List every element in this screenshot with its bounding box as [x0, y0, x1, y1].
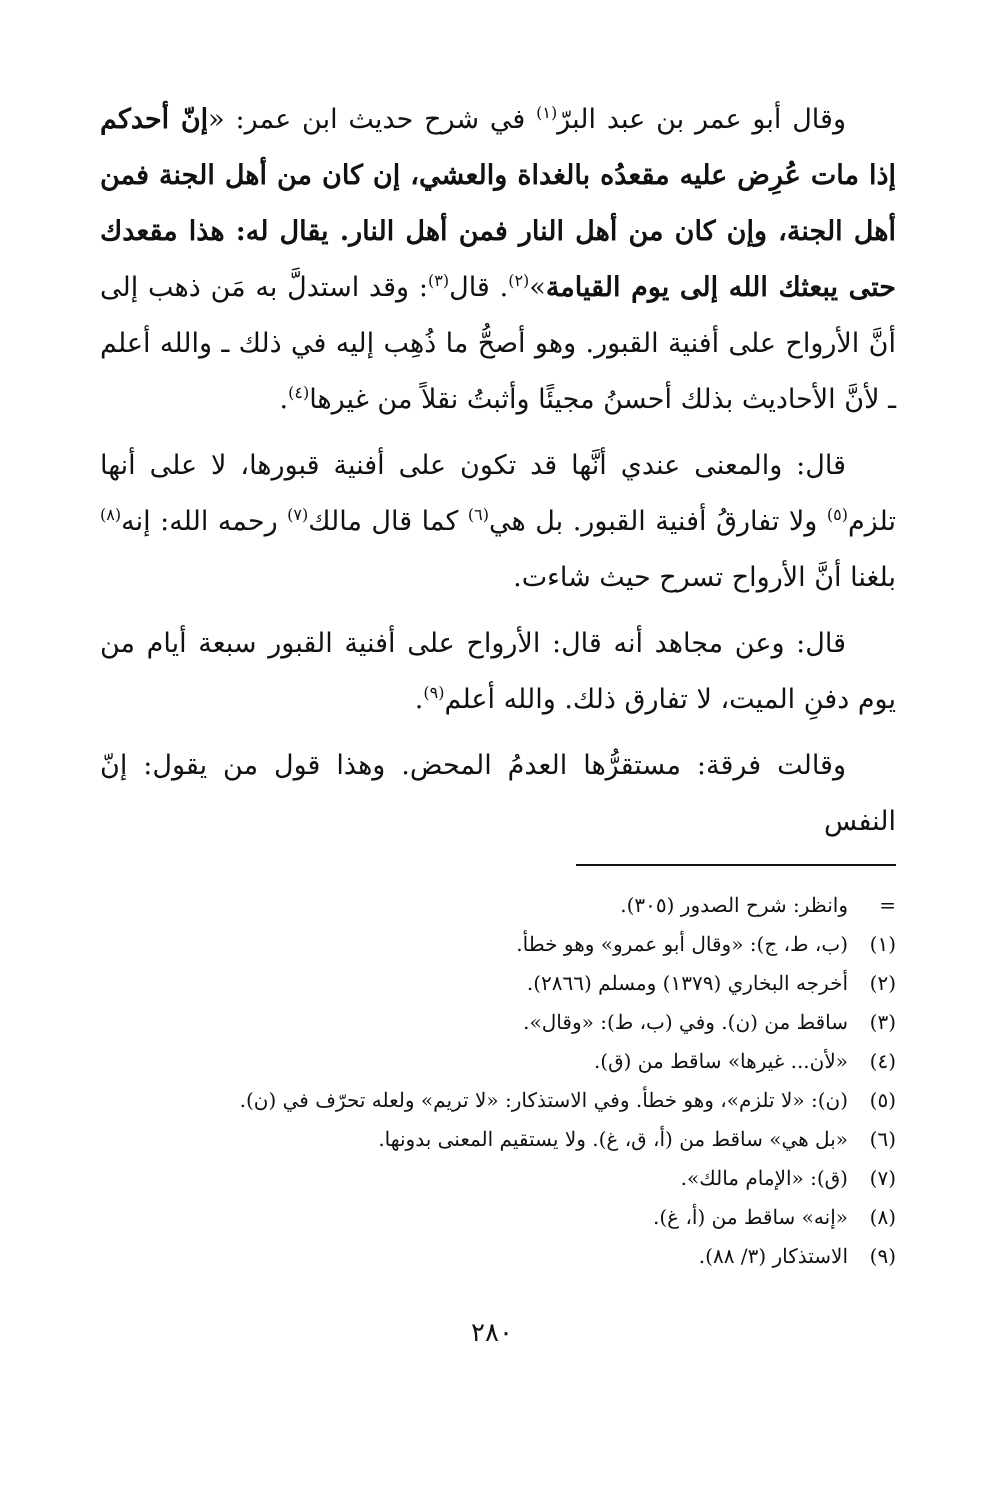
footnote-ref: (٦): [467, 505, 489, 524]
footnote-number: (٦): [869, 1127, 896, 1151]
paragraph-1: [100, 92, 896, 428]
paragraph-text: »: [529, 272, 546, 303]
footnote-ref: (١): [536, 103, 558, 122]
footnote-text: وانظر: شرح الصدور (٣٠٥).: [620, 893, 848, 917]
footnote-item: [100, 1120, 896, 1159]
footnote-item: [100, 1198, 896, 1237]
paragraph-text: ولا تفارقُ أفنية القبور. بل هي: [488, 506, 827, 537]
footnote-ref: (٣): [427, 271, 450, 290]
footnote-item: [100, 886, 896, 925]
footnote-text: (ن): «لا تلزم»، وهو خطأ. وفي الاستذكار: «لا تريم» ولعله تحرّف في (ن).: [239, 1088, 848, 1112]
footnote-item: [100, 1237, 896, 1276]
footnote-ref: (٨): [100, 505, 122, 524]
paragraph-text: .: [279, 384, 289, 415]
footnote-number: (١): [869, 932, 896, 956]
paragraph-text: كما قال مالك: [308, 506, 468, 537]
paragraph-text: وقال أبو عمر بن عبد البرّ: [557, 104, 846, 135]
footnote-ref: (٩): [423, 683, 445, 702]
paragraph-text: .: [414, 684, 424, 715]
paragraph-text: قال: وعن مجاهد أنه قال: الأرواح على أفنية القبور سبعة أيام من يوم دفنِ الميت، لا تفارق ذلك. والله أعلم: [100, 628, 896, 715]
paragraph-text: قال: والمعنى عندي أنَّها قد تكون على أفنية قبورها، لا على أنها تلزم: [100, 450, 897, 537]
paragraph-text: في شرح حديث ابن عمر: «: [208, 104, 537, 135]
footnote-number: (٤): [869, 1049, 896, 1073]
paragraph-text: رحمه الله: إنه: [121, 506, 288, 537]
footnote-text: (ق): «الإمام مالك».: [680, 1166, 848, 1190]
footnote-text: (ب، ط، ج): «وقال أبو عمرو» وهو خطأ.: [516, 932, 848, 956]
paragraph-text: . قال: [449, 272, 509, 303]
page-number: ٢٨٠: [471, 1318, 513, 1348]
footnote-item: [100, 964, 896, 1003]
footnote-text: «بل هي» ساقط من (أ، ق، غ). ولا يستقيم المعنى بدونها.: [378, 1127, 848, 1151]
footnote-text: ساقط من (ن). وفي (ب، ط): «وقال».: [523, 1010, 848, 1034]
paragraph-text: : وقد استدلَّ به مَن ذهب إلى أنَّ الأرواح على أفنية القبور. وهو أصحُّ ما ذُهِب إليه في ذلك ـ والله أعلم ـ لأنَّ الأحاديث بذلك أحسنُ مجيئًا وأثبتُ نقلاً من غيرها: [100, 272, 896, 415]
footnote-item: [100, 925, 896, 964]
paragraph-3: [100, 616, 896, 728]
paragraph-text: بلغنا أنَّ الأرواح تسرح حيث شاءت.: [513, 562, 896, 593]
paragraph-2: [100, 438, 896, 606]
footnote-text: «إنه» ساقط من (أ، غ).: [653, 1205, 848, 1229]
footnote-number: (٩): [869, 1244, 896, 1268]
footnote-item: [100, 1003, 896, 1042]
footnote-item: [100, 1159, 896, 1198]
footnote-item: [100, 1042, 896, 1081]
footnote-text: أخرجه البخاري (١٣٧٩) ومسلم (٢٨٦٦).: [526, 971, 848, 995]
footnote-ref: (٧): [287, 505, 309, 524]
footnote-ref: (٥): [826, 505, 848, 524]
footnote-number: (٣): [869, 1010, 896, 1034]
paragraph-4: [100, 738, 896, 850]
footnote-number: (٢): [869, 971, 896, 995]
main-text: [100, 92, 896, 850]
footnote-number: =: [879, 893, 896, 917]
footnote-separator: [576, 864, 896, 866]
footnote-text: الاستذكار (٣/ ٨٨).: [698, 1244, 848, 1268]
footnote-number: (٥): [869, 1088, 896, 1112]
footnote-ref: (٢): [508, 271, 530, 290]
footnote-ref: (٤): [288, 383, 310, 402]
footnote-number: (٨): [869, 1205, 896, 1229]
footnote-item: [100, 1081, 896, 1120]
footnote-text: «لأن... غيرها» ساقط من (ق).: [593, 1049, 848, 1073]
footnote-number: (٧): [869, 1166, 896, 1190]
footnotes: [100, 886, 896, 1276]
hadith-quote: إنّ أحدكم إذا مات عُرِض عليه مقعدُه بالغداة والعشي، إن كان من أهل الجنة فمن أهل الجنة، وإن كان من أهل النار فمن أهل النار. يقال له: هذا مقعدك حتى يبعثك الله إلى يوم القيامة: [100, 104, 897, 303]
paragraph-text: وقالت فرقة: مستقرُّها العدمُ المحض. وهذا قول من يقول: إنّ النفس: [100, 750, 896, 837]
